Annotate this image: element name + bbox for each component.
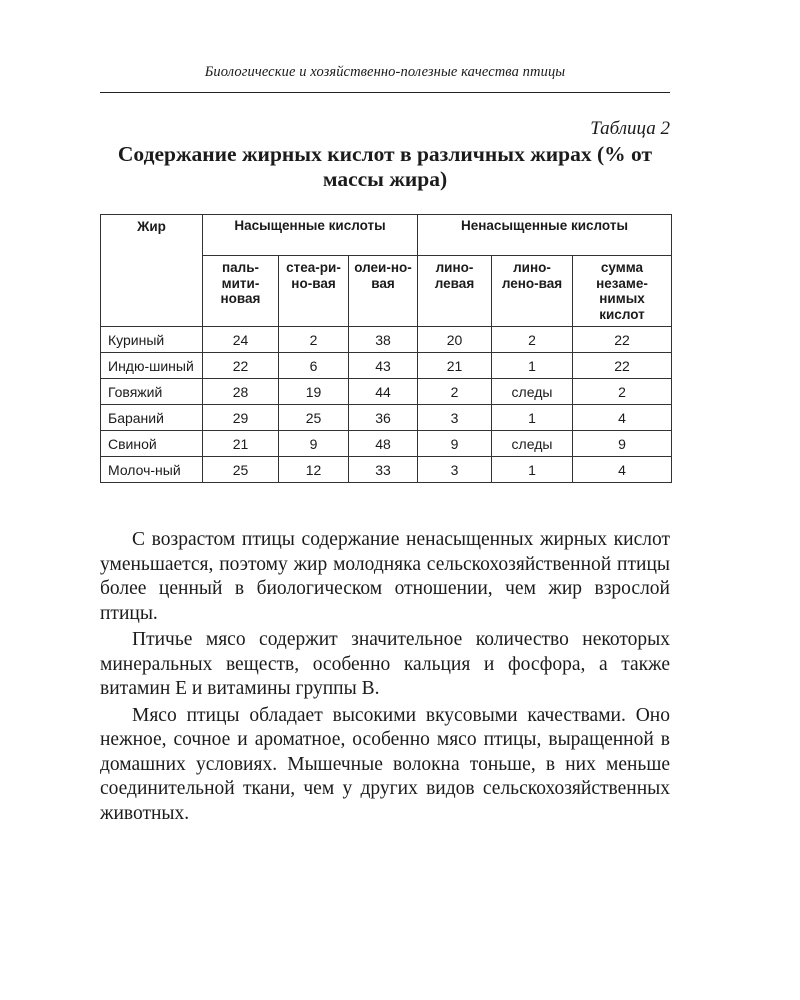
- header-fat: Жир: [101, 215, 203, 327]
- table-header-row-groups: [101, 215, 672, 256]
- header-rule: [100, 92, 670, 93]
- table-cell: 29: [203, 405, 279, 431]
- table-cell: 24: [203, 327, 279, 353]
- row-fat-name: Индю-шиный: [101, 353, 203, 379]
- table-cell: 20: [418, 327, 492, 353]
- table-cell: 48: [349, 431, 418, 457]
- body-text: [100, 528, 670, 828]
- paragraph: С возрастом птицы содержание ненасыщенных жирных кислот уменьшается, поэтому жир молодняка сельскохозяйственной птицы более ценный в биологическом отношении, чем жир взрослой птицы.: [100, 529, 670, 624]
- table-cell: 3: [418, 405, 492, 431]
- header-palmitic: паль-мити-новая: [203, 256, 279, 327]
- table-cell: следы: [492, 431, 573, 457]
- table-cell: 2: [573, 379, 672, 405]
- header-saturated: Насыщенные кислоты: [203, 215, 418, 256]
- table-cell: 25: [279, 405, 349, 431]
- table-cell: 2: [279, 327, 349, 353]
- table-cell: 4: [573, 457, 672, 483]
- table-cell: 1: [492, 405, 573, 431]
- table-cell: 4: [573, 405, 672, 431]
- table-cell: следы: [492, 379, 573, 405]
- table-cell: 2: [418, 379, 492, 405]
- row-fat-name: Свиной: [101, 431, 203, 457]
- table-cell: 44: [349, 379, 418, 405]
- header-essential-sum: сумма незаме-нимых кислот: [573, 256, 672, 327]
- table-row: [101, 353, 672, 379]
- header-linolenic: лино-лено-вая: [492, 256, 573, 327]
- table-cell: 22: [573, 353, 672, 379]
- table-cell: 9: [279, 431, 349, 457]
- header-linoleic: лино-левая: [418, 256, 492, 327]
- table-cell: 2: [492, 327, 573, 353]
- table-cell: 1: [492, 353, 573, 379]
- table-cell: 12: [279, 457, 349, 483]
- header-unsaturated: Ненасыщенные кислоты: [418, 215, 672, 256]
- table-cell: 43: [349, 353, 418, 379]
- table-row: [101, 327, 672, 353]
- table-cell: 33: [349, 457, 418, 483]
- table-cell: 19: [279, 379, 349, 405]
- table-cell: 1: [492, 457, 573, 483]
- table-row: [101, 431, 672, 457]
- table-cell: 21: [203, 431, 279, 457]
- table-cell: 28: [203, 379, 279, 405]
- header-oleic: олеи-но-вая: [349, 256, 418, 327]
- table-cell: 3: [418, 457, 492, 483]
- table-cell: 22: [573, 327, 672, 353]
- fatty-acids-table: [100, 214, 672, 483]
- header-stearic: стеа-ри-но-вая: [279, 256, 349, 327]
- row-fat-name: Молоч-ный: [101, 457, 203, 483]
- table-row: [101, 405, 672, 431]
- table-cell: 36: [349, 405, 418, 431]
- table-cell: 9: [418, 431, 492, 457]
- row-fat-name: Говяжий: [101, 379, 203, 405]
- paragraph: Мясо птицы обладает высокими вкусовыми качествами. Оно нежное, сочное и ароматное, особенно мясо птицы, выращенной в домашних условиях. Мышечные волокна тоньше, в них меньше соединительной ткани, чем у других видов сельскохозяйственных животных.: [100, 704, 670, 824]
- table-cell: 6: [279, 353, 349, 379]
- paragraph: Птичье мясо содержит значительное количество некоторых минеральных веществ, особенно кальция и фосфора, а также витамин E и витамины группы B.: [100, 629, 670, 699]
- table-row: [101, 457, 672, 483]
- table-row: [101, 379, 672, 405]
- table-title: Содержание жирных кислот в различных жирах (% от массы жира): [117, 142, 653, 191]
- table-cell: 21: [418, 353, 492, 379]
- row-fat-name: Куриный: [101, 327, 203, 353]
- row-fat-name: Бараний: [101, 405, 203, 431]
- table-cell: 25: [203, 457, 279, 483]
- running-head: Биологические и хозяйственно-полезные качества птицы: [204, 64, 566, 80]
- table-cell: 38: [349, 327, 418, 353]
- table-cell: 22: [203, 353, 279, 379]
- table-number: Таблица 2: [590, 118, 670, 139]
- table-cell: 9: [573, 431, 672, 457]
